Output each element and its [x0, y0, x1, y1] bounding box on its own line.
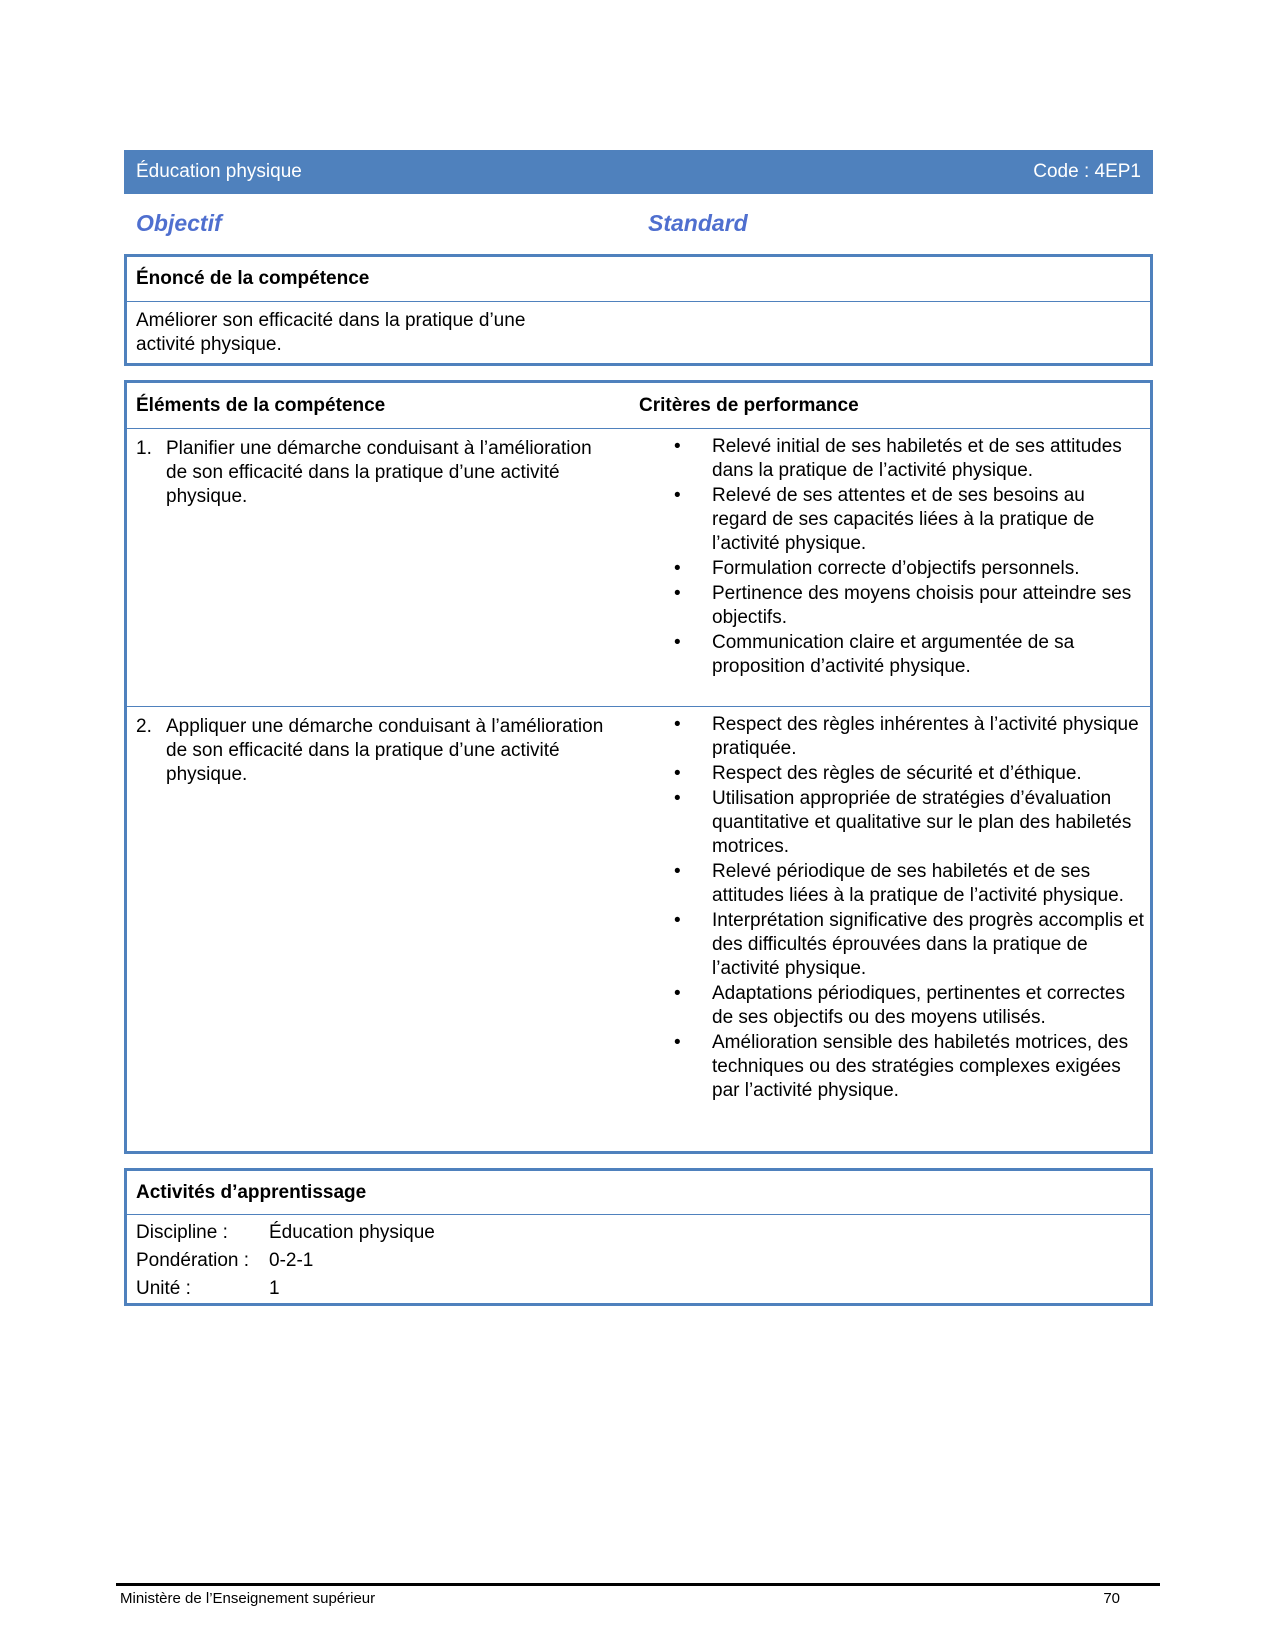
criterion-item	[674, 982, 1144, 1030]
bullet-icon: •	[674, 1032, 681, 1053]
elements-heading: Éléments de la compétence	[136, 394, 386, 416]
element-text-2	[136, 715, 606, 787]
unite-label: Unité :	[136, 1278, 191, 1299]
element-description: Planifier une démarche conduisant à l’amélioration de son efficacité dans la pratique d’une activité physique.	[166, 438, 592, 507]
criterion-item	[674, 582, 1144, 630]
element-description: Appliquer une démarche conduisant à l’amélioration de son efficacité dans la pratique d’une activité physique.	[166, 716, 604, 785]
footer-divider	[116, 1583, 1160, 1586]
enonce-box	[124, 254, 1153, 366]
criterion-text: Interprétation significative des progrès accomplis et des difficultés éprouvées dans la pratique de l’activité physique.	[712, 910, 1144, 979]
criterion-text: Adaptations périodiques, pertinentes et correctes de ses objectifs ou des moyens utilisés.	[712, 983, 1125, 1028]
elements-box	[124, 380, 1153, 1154]
bullet-icon: •	[674, 436, 681, 457]
criterion-item	[674, 787, 1144, 859]
bullet-icon: •	[674, 583, 681, 604]
ponderation-value: 0-2-1	[269, 1250, 314, 1271]
element-row	[127, 707, 1150, 1147]
bullet-icon: •	[674, 632, 681, 653]
unite-row	[136, 1275, 1141, 1303]
criterion-item	[674, 860, 1144, 908]
criterion-item	[674, 713, 1144, 761]
criteres-heading: Critères de performance	[639, 394, 859, 416]
criterion-text: Relevé initial de ses habiletés et de ses attitudes dans la pratique de l’activité physique.	[712, 436, 1122, 481]
criteria-list	[674, 713, 1144, 1104]
page-number: 70	[1103, 1590, 1120, 1607]
criterion-item	[674, 1031, 1144, 1103]
ponderation-row	[136, 1247, 1141, 1275]
criterion-item	[674, 909, 1144, 981]
footer-ministry: Ministère de l’Enseignement supérieur	[120, 1590, 376, 1607]
criterion-text: Communication claire et argumentée de sa proposition d’activité physique.	[712, 632, 1075, 677]
enonce-heading: Énoncé de la compétence	[127, 257, 1150, 302]
element-number: 2.	[136, 716, 152, 737]
criterion-text: Respect des règles de sécurité et d’éthique.	[712, 763, 1082, 784]
standard-label: Standard	[648, 210, 748, 236]
discipline-label: Discipline :	[136, 1222, 228, 1243]
criterion-item	[674, 484, 1144, 556]
bullet-icon: •	[674, 983, 681, 1004]
criterion-text: Amélioration sensible des habiletés motrices, des techniques ou des stratégies complexes exigées par l’activité physique.	[712, 1032, 1129, 1101]
criterion-text: Relevé de ses attentes et de ses besoins au regard de ses capacités liées à la pratique de l’activité physique.	[712, 485, 1095, 554]
course-title: Éducation physique	[136, 161, 302, 182]
activites-body	[127, 1215, 1150, 1309]
criterion-text: Respect des règles inhérentes à l’activité physique pratiquée.	[712, 714, 1139, 759]
bullet-icon: •	[674, 714, 681, 735]
criterion-text: Pertinence des moyens choisis pour atteindre ses objectifs.	[712, 583, 1132, 628]
objectif-label: Objectif	[136, 210, 222, 236]
header-banner	[124, 150, 1153, 194]
bullet-icon: •	[674, 788, 681, 809]
discipline-value: Éducation physique	[269, 1222, 435, 1243]
activites-box	[124, 1168, 1153, 1306]
footer	[120, 1590, 1120, 1607]
criterion-item	[674, 762, 1144, 786]
bullet-icon: •	[674, 861, 681, 882]
course-code: Code : 4EP1	[1033, 161, 1141, 182]
element-text-1	[136, 437, 606, 509]
criteria-list	[674, 435, 1144, 680]
criterion-text: Utilisation appropriée de stratégies d’évaluation quantitative et qualitative sur le plan des habiletés motrices.	[712, 788, 1132, 857]
bullet-icon: •	[674, 558, 681, 579]
criterion-item	[674, 435, 1144, 483]
element-number: 1.	[136, 438, 152, 459]
criterion-text: Formulation correcte d’objectifs personnels.	[712, 558, 1080, 579]
ponderation-label: Pondération :	[136, 1250, 250, 1271]
activites-heading: Activités d’apprentissage	[127, 1171, 1150, 1215]
criterion-item	[674, 557, 1144, 581]
bullet-icon: •	[674, 485, 681, 506]
objective-standard-row	[136, 210, 748, 237]
unite-value: 1	[269, 1278, 280, 1299]
elements-header	[127, 383, 1150, 429]
bullet-icon: •	[674, 910, 681, 931]
enonce-text: Améliorer son efficacité dans la pratique d’une activité physique.	[136, 310, 526, 355]
discipline-row	[136, 1219, 1141, 1247]
criterion-text: Relevé périodique de ses habiletés et de ses attitudes liées à la pratique de l’activité physique.	[712, 861, 1124, 906]
bullet-icon: •	[674, 763, 681, 784]
element-row	[127, 429, 1150, 707]
criterion-item	[674, 631, 1144, 679]
